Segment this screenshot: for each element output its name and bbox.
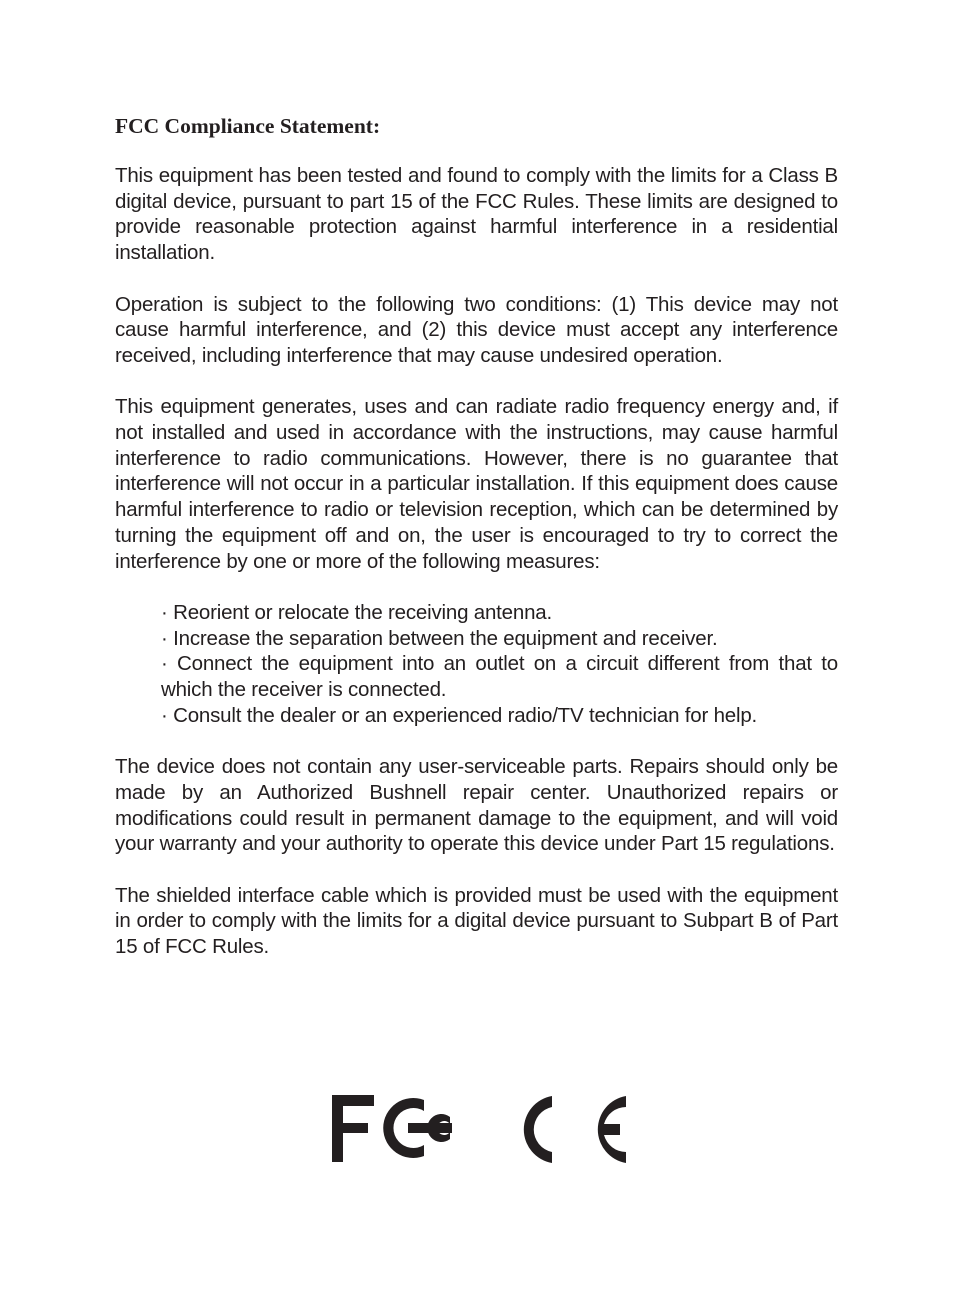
document-heading: FCC Compliance Statement: [115, 114, 381, 138]
paragraph-conditions: Operation is subject to the following two conditions: (1) This device may not cause harmful interference, and (2) this device must accept any interference received, including interference that may cause undesired operation. [115, 292, 838, 367]
paragraph-shielded-cable: The shielded interface cable which is provided must be used with the equipment in order to comply with the limits for a digital device pursuant to Subpart B of Part 15 of FCC Rules. [115, 883, 838, 959]
certification-logos [330, 1092, 630, 1167]
list-item: · Reorient or relocate the receiving antenna. [161, 600, 552, 624]
list-item: · Increase the separation between the equipment and receiver. [161, 626, 718, 650]
measures-list [115, 600, 838, 729]
fcc-logo [330, 1092, 456, 1164]
paragraph-interference: This equipment generates, uses and can radiate radio frequency energy and, if not installed and used in accordance with the instructions, may cause harmful interference to radio communications. However, there is no guarantee that interference will not occur in a particular installation. If this equipment does cause harmful interference to radio or television reception, which can be determined by turning the equipment off and on, the user is encouraged to try to correct the interference by one or more of the following measures: [115, 395, 838, 573]
list-item: · Connect the equipment into an outlet on a circuit different from that to which the receiver is connected. [161, 652, 838, 702]
paragraph-testing: This equipment has been tested and found to comply with the limits for a Class B digital device, pursuant to part 15 of the FCC Rules. These limits are designed to provide reasonable protection against harmful interference in a residential installation. [115, 164, 838, 265]
fcc-compliance-document [115, 111, 838, 985]
list-item: · Consult the dealer or an experienced radio/TV technician for help. [161, 703, 758, 727]
paragraph-repairs: The device does not contain any user-serviceable parts. Repairs should only be made by an Authorized Bushnell repair center. Unauthorized repairs or modifications could result in permanent damage to the equipment, and will void your warranty and your authority to operate this device under Part 15 regulations. [115, 755, 838, 856]
ce-logo [510, 1092, 630, 1167]
